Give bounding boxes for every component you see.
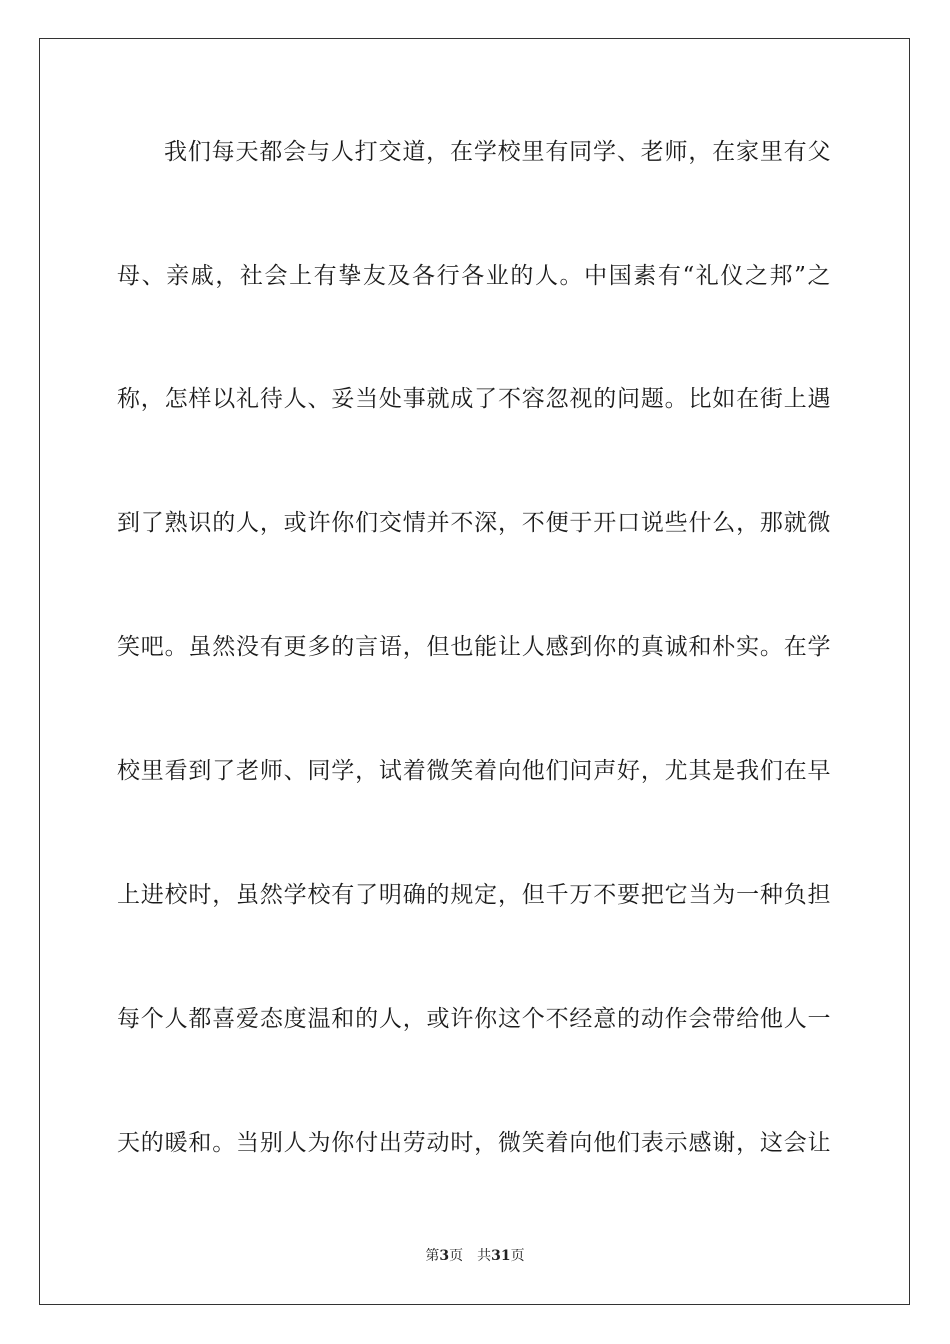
page-footer — [0, 1246, 950, 1266]
total-suffix: 页 — [510, 1248, 525, 1264]
text-line-7: 上进校时，虽然学校有了明确的规定，但千万不要把它当为一种负担 — [117, 882, 831, 908]
text-line-6: 校里看到了老师、同学，试着微笑着向他们问声好，尤其是我们在早 — [117, 758, 831, 784]
page-number: 3 — [439, 1248, 450, 1264]
page-border — [39, 38, 910, 1305]
page-suffix: 页 — [449, 1248, 464, 1264]
total-pages: 31 — [491, 1248, 511, 1264]
text-line-1: 我们每天都会与人打交道，在学校里有同学、老师，在家里有父 — [164, 139, 831, 165]
text-line-2: 母、亲戚，社会上有挚友及各行各业的人。中国素有“礼仪之邦”之 — [117, 263, 831, 289]
text-line-3: 称，怎样以礼待人、妥当处事就成了不容忽视的问题。比如在街上遇 — [117, 386, 831, 412]
page-prefix: 第 — [425, 1248, 440, 1264]
text-line-5: 笑吧。虽然没有更多的言语，但也能让人感到你的真诚和朴实。在学 — [117, 634, 831, 660]
text-line-8: 每个人都喜爱态度温和的人，或许你这个不经意的动作会带给他人一 — [117, 1006, 831, 1032]
text-line-4: 到了熟识的人，或许你们交情并不深，不便于开口说些什么，那就微 — [117, 510, 831, 536]
total-prefix: 共 — [477, 1248, 492, 1264]
text-line-9: 天的暖和。当别人为你付出劳动时，微笑着向他们表示感谢，这会让 — [117, 1130, 831, 1156]
